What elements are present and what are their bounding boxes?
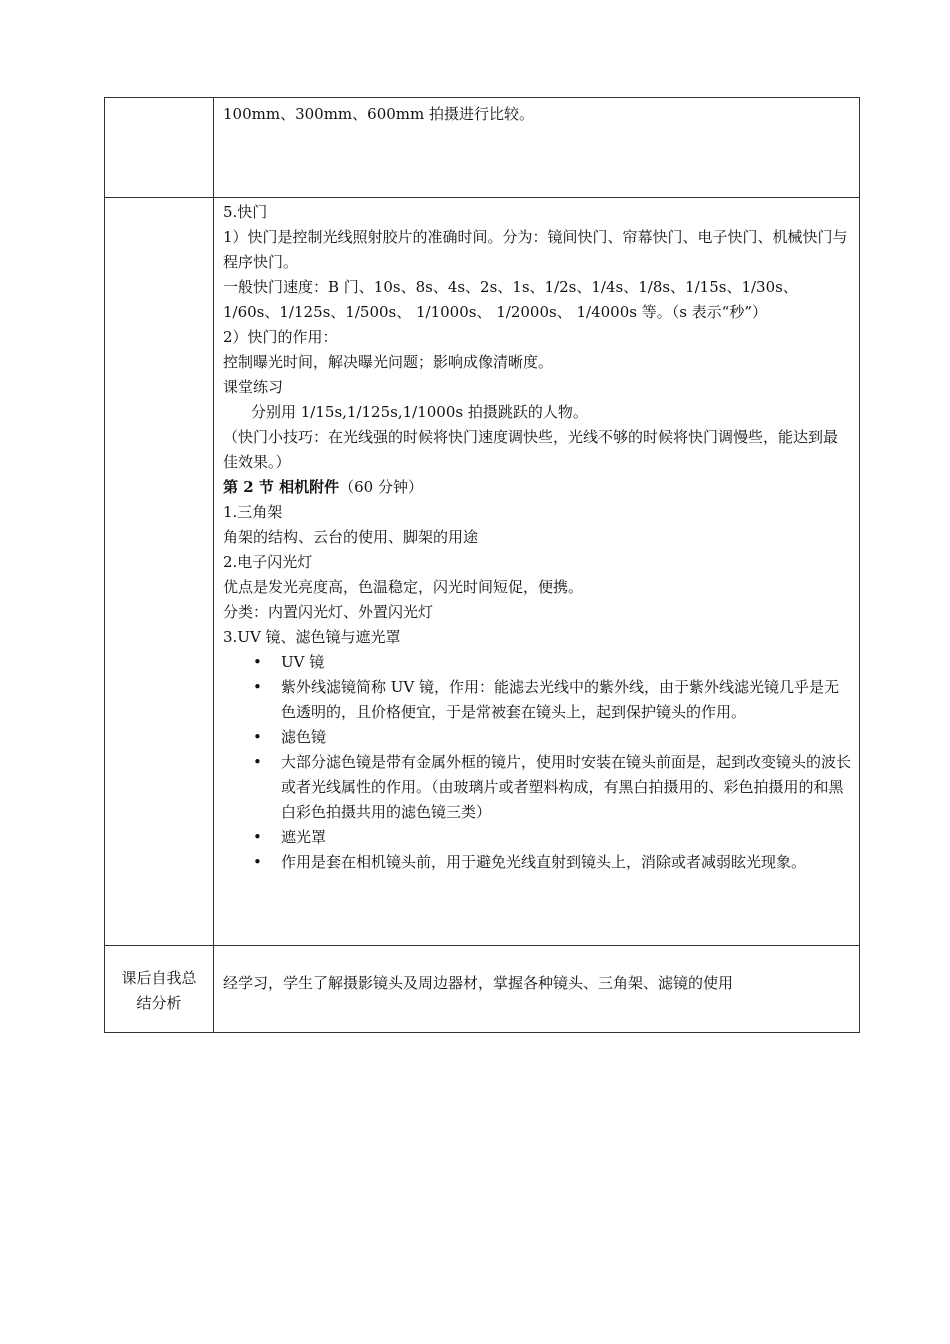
content-cell: [214, 98, 860, 198]
list-item: • 滤色镜: [223, 725, 851, 750]
table-row: [105, 946, 860, 1033]
section-title: 第 2 节 相机附件: [223, 478, 340, 496]
shutter-heading: 5.快门: [223, 203, 268, 221]
list-item: • 大部分滤色镜是带有金属外框的镜片，使用时安装在镜头前面是，起到改变镜头的波长或者光线属性的作用。（由玻璃片或者塑料构成，有黑白拍摄用的、彩色拍摄用的和黑白彩色拍摄共用的滤色镜三类）: [223, 750, 851, 825]
section-heading: [223, 475, 851, 500]
shutter-speeds: 一般快门速度：B 门、10s、8s、4s、2s、1s、1/2s、1/4s、1/8s、1/15s、1/30s、1/60s、1/125s、1/500s、 1/1000s、 1/2000s、 1/4000s 等。（s 表示“秒”）: [223, 278, 798, 321]
practice-text: 分别用 1/15s,1/125s,1/1000s 拍摄跳跃的人物。: [251, 403, 588, 421]
list-item: • 作用是套在相机镜头前，用于避免光线直射到镜头上，消除或者减弱眩光现象。: [223, 850, 851, 875]
shutter-definition: 1）快门是控制光线照射胶片的准确时间。分为：镜间快门、帘幕快门、电子快门、机械快门与程序快门。: [223, 228, 848, 271]
flash-types: 分类：内置闪光灯、外置闪光灯: [223, 603, 434, 621]
filters-heading: 3.UV 镜、滤色镜与遮光罩: [223, 628, 401, 646]
table-row: [105, 98, 860, 198]
summary-content-cell: [214, 946, 860, 1033]
summary-label-line2: 结分析: [136, 994, 182, 1012]
summary-label-line1: 课后自我总: [121, 969, 197, 987]
content-cell: [214, 198, 860, 946]
flash-advantages: 优点是发光亮度高，色温稳定，闪光时间短促，便携。: [223, 578, 584, 596]
tripod-text: 角架的结构、云台的使用、脚架的用途: [223, 528, 479, 546]
flash-heading: 2.电子闪光灯: [223, 553, 313, 571]
tripod-heading: 1.三角架: [223, 503, 283, 521]
filters-list: [223, 650, 851, 875]
lens-comparison-text: 100mm、300mm、600mm 拍摄进行比较。: [223, 105, 535, 123]
shutter-tip: （快门小技巧：在光线强的时候将快门速度调快些，光线不够的时候将快门调慢些，能达到最佳效果。）: [223, 428, 839, 471]
shutter-function-heading: 2）快门的作用：: [223, 328, 338, 346]
section-duration: （60 分钟）: [339, 478, 423, 496]
row-label-cell: [105, 98, 214, 198]
practice-heading: 课堂练习: [223, 378, 284, 396]
list-item: • 紫外线滤镜简称 UV 镜，作用：能滤去光线中的紫外线，由于紫外线滤光镜几乎是无色透明的，且价格便宜，于是常被套在镜头上，起到保护镜头的作用。: [223, 675, 851, 725]
list-item: • UV 镜: [223, 650, 851, 675]
shutter-function-text: 控制曝光时间，解决曝光问题；影响成像清晰度。: [223, 353, 554, 371]
table-row: [105, 198, 860, 946]
summary-text: 经学习，学生了解摄影镜头及周边器材，掌握各种镜头、三角架、滤镜的使用: [223, 974, 734, 992]
list-item: • 遮光罩: [223, 825, 851, 850]
row-label-cell: [105, 198, 214, 946]
lesson-plan-table: [104, 97, 860, 1033]
summary-label-cell: [105, 946, 214, 1033]
